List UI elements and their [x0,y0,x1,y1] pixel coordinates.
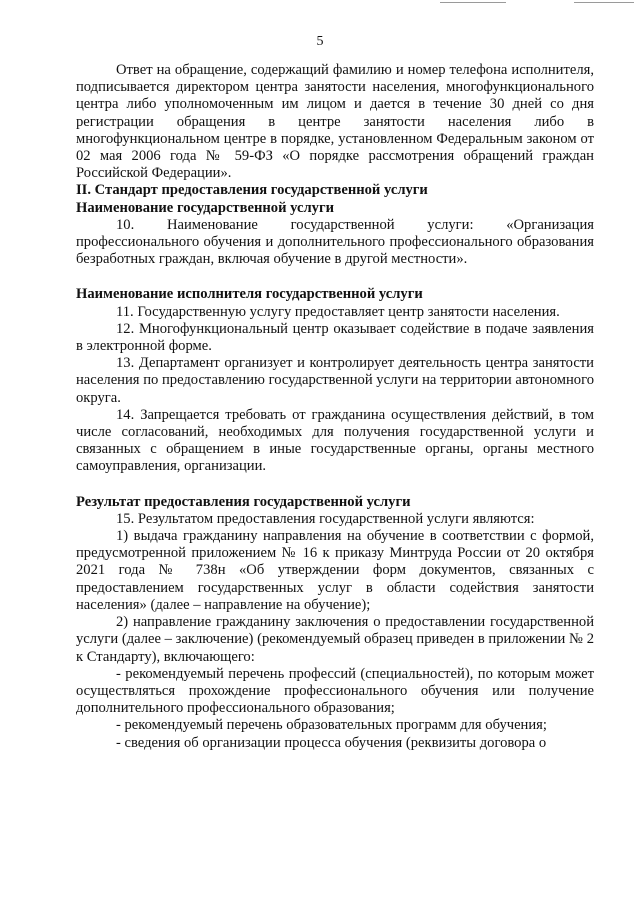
page-number: 5 [316,34,324,49]
heading-service-name: Наименование государственной услуги [76,199,334,216]
section-title: II. Стандарт предоставления государственной услуги [76,182,428,199]
scan-artifact-line [440,2,506,3]
bullet-1: - рекомендуемый перечень профессий (специальностей), по которым может осуществляться прохождение профессионального обучения или получение дополнительного профессионального образования; [76,665,594,717]
item-14: 14. Запрещается требовать от гражданина осуществления действий, в том числе согласований, необходимых для получения государственной услуги и связанных с обращением в иные государственные органы, органы местного самоуправления, организации. [76,406,594,475]
document-body [76,62,594,752]
scan-artifact-line [574,2,634,3]
paragraph-intro: Ответ на обращение, содержащий фамилию и номер телефона исполнителя, подписывается директором центра занятости населения, многофункционального центра либо уполномоченным им лицом и дается в течение 30 дней со дня регистрации обращения в центре занятости населения либо в многофункциональном центре в порядке, установленном Федеральным законом от 02 мая 2006 года № 59-ФЗ «О порядке рассмотрения обращений граждан Российской Федерации». [76,62,594,182]
item-12: 12. Многофункциональный центр оказывает содействие в подаче заявления в электронной форме. [76,320,594,355]
item-15-2: 2) направление гражданину заключения о предоставлении государственной услуги (далее – заключение) (рекомендуемый образец приведен в приложении № 2 к Стандарту), включающего: [76,614,594,665]
item-10: 10. Наименование государственной услуги: «Организация профессионального обучения и дополнительного профессионального образования безработных граждан, включая обучение в другой местности». [76,216,594,268]
item-11: 11. Государственную услугу предоставляет центр занятости населения. [116,303,560,320]
heading-result: Результат предоставления государственной услуги [76,493,411,510]
item-15: 15. Результатом предоставления государственной услуги являются: [116,510,535,527]
item-13: 13. Департамент организует и контролирует деятельность центра занятости населения по предоставлению государственной услуги на территории автономного округа. [76,355,594,406]
heading-executor: Наименование исполнителя государственной услуги [76,286,423,303]
bullet-3: - сведения об организации процесса обучения (реквизиты договора о [116,734,547,751]
item-15-1: 1) выдача гражданину направления на обучение в соответствии с формой, предусмотренной приложением № 16 к приказу Минтруда России от 20 октября 2021 года № 738н «Об утверждении форм документов, связанных с предоставлением государственных услуг в области содействия занятости населения» (далее – направление на обучение); [76,528,594,613]
bullet-2: - рекомендуемый перечень образовательных программ для обучения; [116,717,547,734]
